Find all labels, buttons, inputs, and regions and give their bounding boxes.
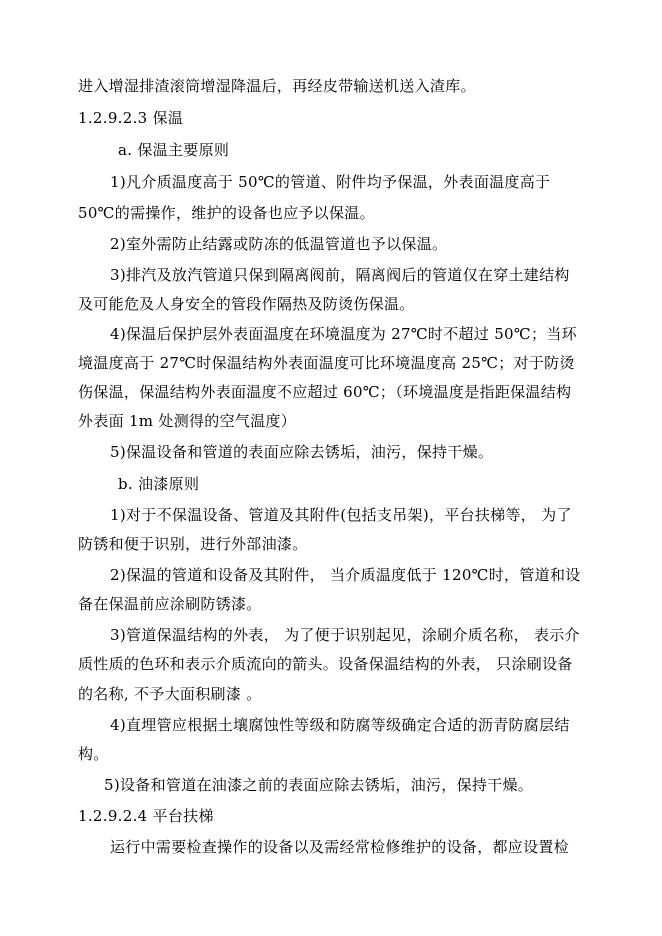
text-line-4: 1)凡介质温度高于 50℃的管道、附件均予保温，外表面温度高于 (110, 173, 551, 191)
text-line-20: 质性质的色环和表示介质流向的箭头。设备保温结构的外表， 只涂刷设备 (78, 655, 573, 673)
text-line-12: 外表面 1m 处测得的空气温度） (78, 412, 297, 430)
text-line-23: 构。 (78, 745, 109, 763)
subsection-heading-a: a. 保温主要原则 (118, 141, 230, 159)
subsection-heading-b: b. 油漆原则 (118, 475, 200, 493)
text-line-9: 4)保温后保护层外表面温度在环境温度为 27℃时不超过 50℃；当环 (110, 325, 577, 343)
text-line-15: 1)对于不保温设备、管道及其附件(包括支吊架)，平台扶梯等， 为了 (110, 506, 572, 524)
section-heading-1-2-9-2-4: 1.2.9.2.4 平台扶梯 (78, 807, 214, 825)
text-line-18: 备在保温前应涂刷防锈漆。 (78, 595, 262, 613)
text-line-7: 3)排汽及放汽管道只保到隔离阀前，隔离阀后的管道仅在穿土建结构 (110, 266, 570, 284)
text-line-11: 伤保温，保温结构外表面温度不应超过 60℃；（环境温度是指距保温结构 (78, 383, 572, 401)
text-line-26: 运行中需要检查操作的设备以及需经常检修维护的设备，都应设置检 (110, 838, 570, 856)
text-line-8: 及可能危及人身安全的管段作隔热及防烫伤保温。 (78, 295, 415, 313)
text-line-10: 境温度高于 27℃时保温结构外表面温度可比环境温度高 25℃；对于防烫 (78, 354, 575, 372)
section-heading-1-2-9-2-3: 1.2.9.2.3 保温 (78, 109, 184, 127)
text-line-1: 进入增湿排渣滚筒增湿降温后，再经皮带输送机送入渣库。 (78, 77, 476, 95)
text-line-21: 的名称, 不予大面积刷漆 。 (78, 685, 262, 703)
text-line-6: 2)室外需防止结露或防冻的低温管道也予以保温。 (110, 235, 448, 253)
text-line-5: 50℃的需操作，维护的设备也应予以保温。 (78, 204, 375, 222)
text-line-13: 5)保温设备和管道的表面应除去锈垢，油污，保持干燥。 (110, 443, 494, 461)
text-line-17: 2)保温的管道和设备及其附件， 当介质温度低于 120℃时，管道和设 (110, 566, 581, 584)
text-line-19: 3)管道保温结构的外表， 为了便于识别起见，涂刷介质名称， 表示介 (110, 626, 580, 644)
text-line-24: 5)设备和管道在油漆之前的表面应除去锈垢，油污，保持干燥。 (104, 776, 534, 794)
text-line-22: 4)直埋管应根据土壤腐蚀性等级和防腐等级确定合适的沥青防腐层结 (110, 716, 570, 734)
text-line-16: 防锈和便于识别，进行外部油漆。 (78, 535, 308, 553)
